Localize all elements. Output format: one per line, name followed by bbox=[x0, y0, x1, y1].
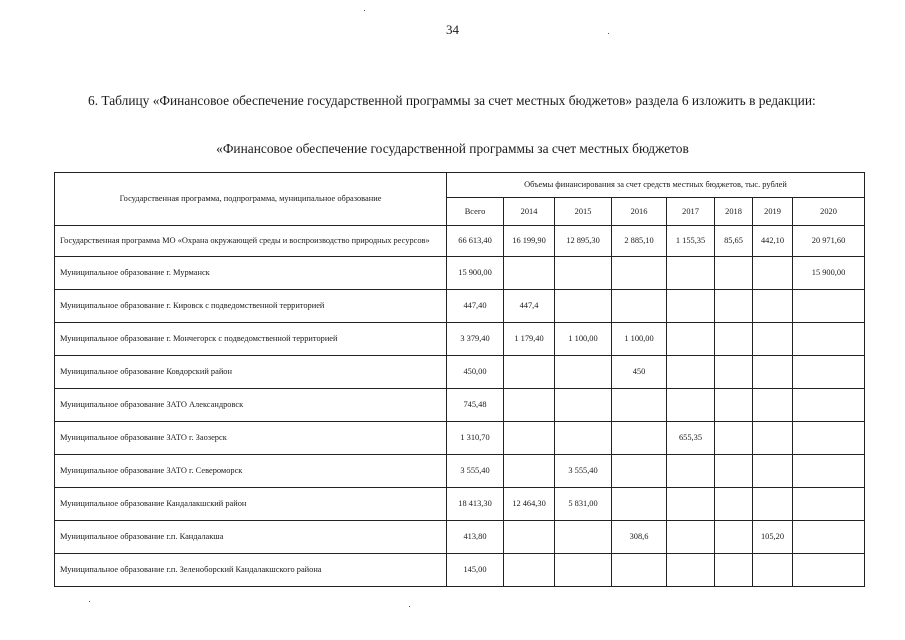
column-header: 2014 bbox=[504, 198, 555, 226]
value-cell bbox=[667, 290, 715, 323]
value-cell: 85,65 bbox=[715, 226, 753, 257]
value-cell bbox=[715, 521, 753, 554]
row-name: Муниципальное образование Кандалакшский район bbox=[55, 488, 447, 521]
value-cell: 3 555,40 bbox=[447, 455, 504, 488]
value-cell bbox=[753, 554, 793, 587]
value-cell bbox=[555, 290, 612, 323]
row-name: Муниципальное образование ЗАТО г. Североморск bbox=[55, 455, 447, 488]
table-row bbox=[55, 323, 865, 356]
table-row bbox=[55, 389, 865, 422]
value-cell: 1 155,35 bbox=[667, 226, 715, 257]
value-cell bbox=[667, 389, 715, 422]
value-cell: 450 bbox=[612, 356, 667, 389]
value-cell bbox=[753, 389, 793, 422]
value-cell bbox=[667, 488, 715, 521]
row-name: Муниципальное образование г. Мончегорск с подведомственной территорией bbox=[55, 323, 447, 356]
value-cell: 16 199,90 bbox=[504, 226, 555, 257]
value-cell: 105,20 bbox=[753, 521, 793, 554]
value-cell: 20 971,60 bbox=[793, 226, 865, 257]
table-row bbox=[55, 554, 865, 587]
value-cell bbox=[715, 488, 753, 521]
value-cell bbox=[612, 389, 667, 422]
row-name: Муниципальное образование ЗАТО Александровск bbox=[55, 389, 447, 422]
table-row bbox=[55, 455, 865, 488]
value-cell bbox=[555, 422, 612, 455]
column-header: Всего bbox=[447, 198, 504, 226]
column-header: 2018 bbox=[715, 198, 753, 226]
value-cell: 3 555,40 bbox=[555, 455, 612, 488]
value-cell bbox=[504, 521, 555, 554]
value-cell bbox=[793, 290, 865, 323]
column-header: 2015 bbox=[555, 198, 612, 226]
table-row bbox=[55, 422, 865, 455]
value-cell: 745,48 bbox=[447, 389, 504, 422]
value-cell bbox=[612, 488, 667, 521]
scan-speck bbox=[89, 601, 90, 602]
table-title: «Финансовое обеспечение государственной программы за счет местных бюджетов bbox=[216, 141, 689, 156]
value-cell bbox=[504, 389, 555, 422]
value-cell bbox=[753, 323, 793, 356]
value-cell: 1 100,00 bbox=[555, 323, 612, 356]
value-cell: 1 100,00 bbox=[612, 323, 667, 356]
value-cell: 66 613,40 bbox=[447, 226, 504, 257]
column-header: 2019 bbox=[753, 198, 793, 226]
value-cell bbox=[667, 554, 715, 587]
value-cell: 655,35 bbox=[667, 422, 715, 455]
page-number: 34 bbox=[446, 22, 459, 37]
value-cell bbox=[793, 488, 865, 521]
column-header: 2016 bbox=[612, 198, 667, 226]
value-cell bbox=[715, 323, 753, 356]
value-cell bbox=[667, 323, 715, 356]
scan-speck bbox=[409, 606, 410, 607]
value-cell bbox=[793, 323, 865, 356]
value-cell bbox=[753, 455, 793, 488]
value-cell bbox=[715, 389, 753, 422]
table-row bbox=[55, 488, 865, 521]
value-cell: 12 895,30 bbox=[555, 226, 612, 257]
value-cell bbox=[612, 455, 667, 488]
value-cell: 447,4 bbox=[504, 290, 555, 323]
value-cell bbox=[555, 554, 612, 587]
value-cell bbox=[753, 356, 793, 389]
value-cell bbox=[793, 389, 865, 422]
value-cell bbox=[715, 356, 753, 389]
value-cell bbox=[612, 554, 667, 587]
value-cell: 3 379,40 bbox=[447, 323, 504, 356]
value-cell bbox=[715, 257, 753, 290]
financing-table bbox=[54, 172, 865, 587]
row-name: Муниципальное образование г. Кировск с подведомственной территорией bbox=[55, 290, 447, 323]
value-cell: 15 900,00 bbox=[447, 257, 504, 290]
value-cell bbox=[793, 422, 865, 455]
value-cell bbox=[504, 554, 555, 587]
value-cell: 308,6 bbox=[612, 521, 667, 554]
value-cell: 5 831,00 bbox=[555, 488, 612, 521]
value-cell bbox=[753, 290, 793, 323]
value-cell bbox=[555, 257, 612, 290]
value-cell bbox=[715, 554, 753, 587]
value-cell: 2 885,10 bbox=[612, 226, 667, 257]
table-row bbox=[55, 521, 865, 554]
row-name: Муниципальное образование г.п. Зеленоборский Кандалакшского района bbox=[55, 554, 447, 587]
row-name: Государственная программа МО «Охрана окружающей среды и воспроизводство природных ресурсов» bbox=[55, 226, 447, 257]
value-cell: 450,00 bbox=[447, 356, 504, 389]
value-cell bbox=[667, 455, 715, 488]
value-cell bbox=[793, 455, 865, 488]
value-cell bbox=[667, 257, 715, 290]
value-cell: 442,10 bbox=[753, 226, 793, 257]
value-cell bbox=[793, 554, 865, 587]
value-cell: 447,40 bbox=[447, 290, 504, 323]
value-cell bbox=[753, 488, 793, 521]
value-cell bbox=[504, 257, 555, 290]
value-cell bbox=[715, 422, 753, 455]
row-name: Муниципальное образование ЗАТО г. Заозерск bbox=[55, 422, 447, 455]
row-name: Муниципальное образование Ковдорский район bbox=[55, 356, 447, 389]
value-cell: 145,00 bbox=[447, 554, 504, 587]
value-cell: 12 464,30 bbox=[504, 488, 555, 521]
amendment-paragraph: 6. Таблицу «Финансовое обеспечение государственной программы за счет местных бюджетов» раздела 6 изложить в редакции: bbox=[88, 93, 816, 108]
value-cell bbox=[612, 422, 667, 455]
column-header: 2017 bbox=[667, 198, 715, 226]
value-cell bbox=[667, 521, 715, 554]
table-row bbox=[55, 257, 865, 290]
table-body bbox=[55, 226, 865, 587]
value-cell bbox=[793, 521, 865, 554]
value-cell: 15 900,00 bbox=[793, 257, 865, 290]
value-cell bbox=[715, 290, 753, 323]
value-cell bbox=[504, 356, 555, 389]
value-cell bbox=[555, 521, 612, 554]
column-header: 2020 bbox=[793, 198, 865, 226]
value-cell bbox=[715, 455, 753, 488]
value-cell bbox=[612, 257, 667, 290]
value-cell bbox=[555, 356, 612, 389]
value-cell bbox=[555, 389, 612, 422]
value-cell bbox=[504, 455, 555, 488]
table-row bbox=[55, 290, 865, 323]
table-row bbox=[55, 226, 865, 257]
value-cell bbox=[753, 422, 793, 455]
scan-speck bbox=[364, 10, 365, 11]
row-name: Муниципальное образование г. Мурманск bbox=[55, 257, 447, 290]
value-cell: 18 413,30 bbox=[447, 488, 504, 521]
row-name: Муниципальное образование г.п. Кандалакша bbox=[55, 521, 447, 554]
header-funding-volume: Объемы финансирования за счет средств местных бюджетов, тыс. рублей bbox=[447, 173, 865, 198]
value-cell bbox=[793, 356, 865, 389]
value-cell bbox=[753, 257, 793, 290]
table-row bbox=[55, 356, 865, 389]
value-cell bbox=[667, 356, 715, 389]
header-program-name: Государственная программа, подпрограмма, муниципальное образование bbox=[55, 173, 447, 226]
value-cell: 1 179,40 bbox=[504, 323, 555, 356]
value-cell: 413,80 bbox=[447, 521, 504, 554]
value-cell bbox=[504, 422, 555, 455]
scan-speck bbox=[608, 33, 609, 34]
value-cell bbox=[612, 290, 667, 323]
value-cell: 1 310,70 bbox=[447, 422, 504, 455]
